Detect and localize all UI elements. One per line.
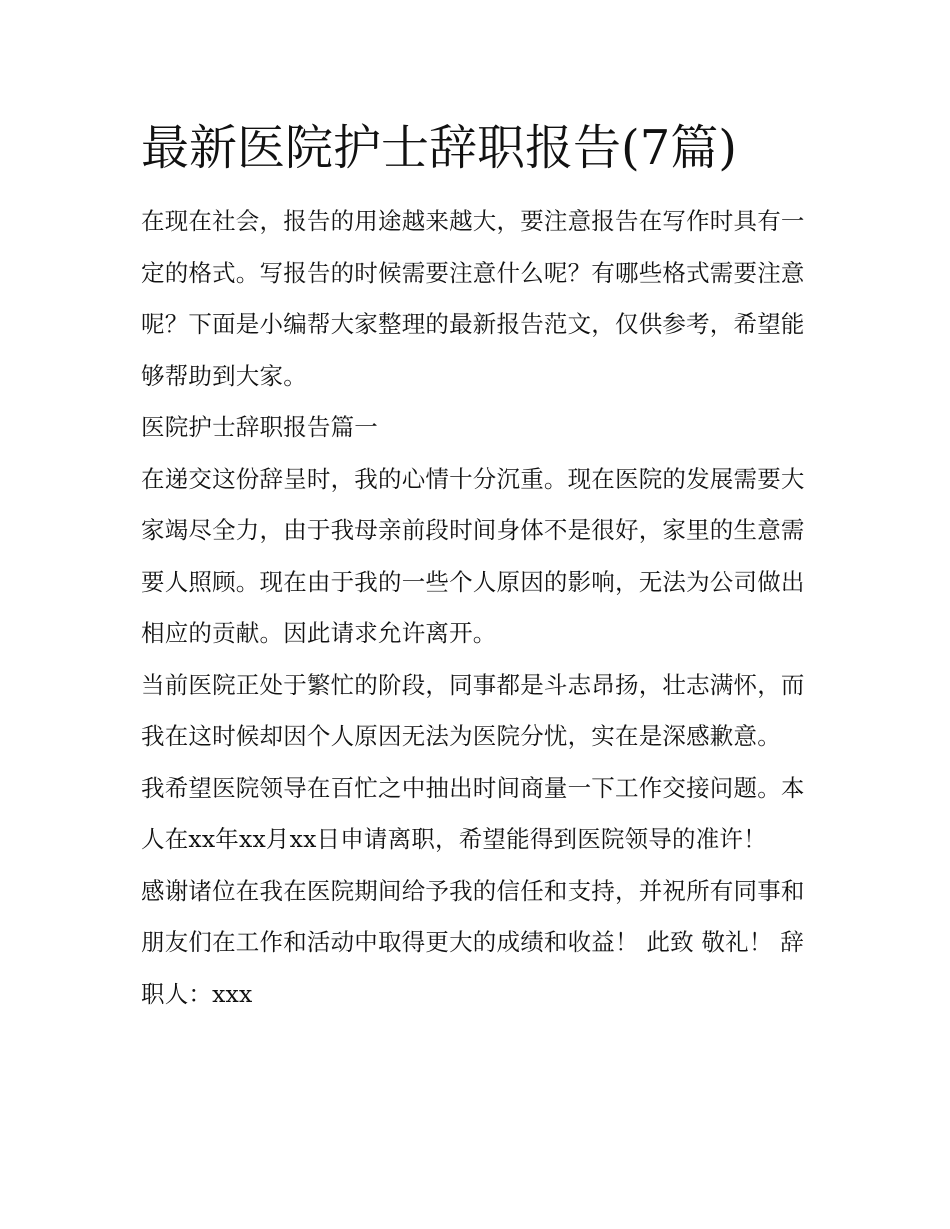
body-paragraph: 在递交这份辞呈时，我的心情十分沉重。现在医院的发展需要大家竭尽全力，由于我母亲前段时间身体不是很好，家里的生意需要人照顾。现在由于我的一些个人原因的影响，无法为公司做出相应的贡献。因此请求允许离开。	[141, 464, 805, 647]
document-body	[141, 112, 821, 1020]
section-heading: 医院护士辞职报告篇一	[141, 413, 378, 441]
body-paragraph: 当前医院正处于繁忙的阶段，同事都是斗志昂扬，壮志满怀，而我在这时候却因个人原因无法为医院分忧，实在是深感歉意。	[141, 670, 805, 750]
document-title: 最新医院护士辞职报告(7篇)	[141, 120, 737, 176]
closing-paragraph: 感谢诸位在我在医院期间给予我的信任和支持，并祝所有同事和朋友们在工作和活动中取得更大的成绩和收益！ 此致 敬礼！ 辞职人：xxx	[141, 876, 805, 1008]
body-paragraph: 我希望医院领导在百忙之中抽出时间商量一下工作交接问题。本人在xx年xx月xx日申请离职，希望能得到医院领导的准许！	[141, 773, 805, 853]
intro-paragraph: 在现在社会，报告的用途越来越大，要注意报告在写作时具有一定的格式。写报告的时候需要注意什么呢？有哪些格式需要注意呢？下面是小编帮大家整理的最新报告范文，仅供参考，希望能够帮助到大家。	[141, 207, 805, 390]
